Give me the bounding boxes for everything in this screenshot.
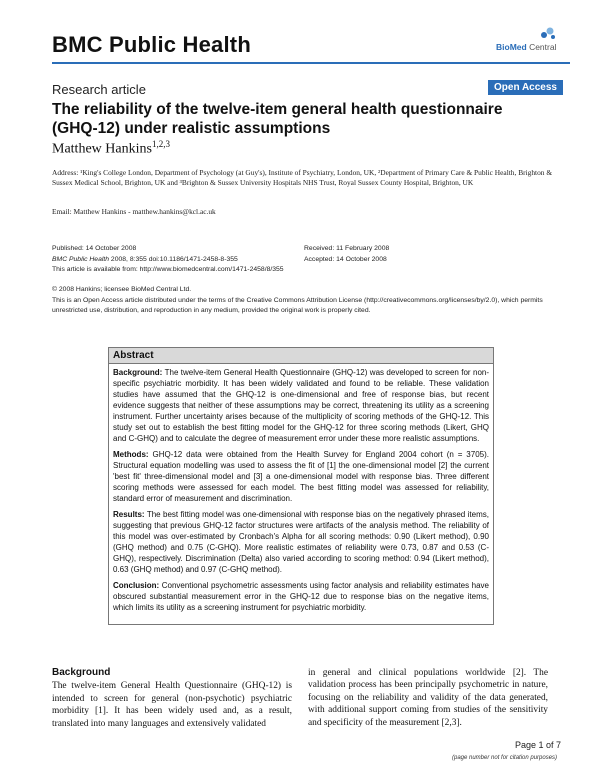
citation-journal: BMC Public Health bbox=[52, 255, 110, 263]
page-number-note: (page number not for citation purposes) bbox=[452, 755, 558, 761]
logo-central-text: Central bbox=[526, 42, 557, 52]
header-rule bbox=[52, 62, 570, 64]
biomed-logo-icon bbox=[540, 26, 556, 40]
abstract-heading: Abstract bbox=[109, 348, 493, 364]
article-title: The reliability of the twelve-item general health questionnaire (GHQ-12) under realistic assumptions bbox=[52, 101, 503, 137]
citation-details: 2008, 8:355 doi:10.1186/1471-2458-8-355 bbox=[109, 255, 238, 263]
body-column-right: in general and clinical populations worldwide [2]. The validation process has been principally psychometric in nature, focusing on the reliability and validity of the data generated, with additional support coming from studies of the sensitivity and specificity of the measurement [2,3]. bbox=[308, 668, 548, 728]
article-url[interactable]: This article is available from: http://www.biomedcentral.com/1471-2458/8/355 bbox=[52, 266, 284, 273]
license-text: This is an Open Access article distributed under the terms of the Creative Commons Attribution License (http://creativecommons.org/licenses/by/2.0), which permits unrestricted use, distribution, and reproduction in any medium, provided the original work is properly cited. bbox=[52, 296, 543, 314]
abstract-conclusion-label: Conclusion: bbox=[113, 581, 160, 590]
copyright-block bbox=[52, 285, 570, 317]
author-email[interactable]: Email: Matthew Hankins - matthew.hankins@kcl.ac.uk bbox=[52, 207, 216, 216]
body-text-left: The twelve-item General Health Questionnaire (GHQ-12) is intended to screen for general (non-psychotic) psychiatric morbidity [1]. It has been widely used and, as a result, translated into many languages and extensively validated bbox=[52, 681, 292, 729]
abstract-conclusion-text: Conventional psychometric assessments using factor analysis and reliability estimates have obscured substantial measurement error in the GHQ-12 due to response bias on the negative items, which limits its utility as a screening instrument for psychiatric morbidity. bbox=[113, 581, 489, 612]
abstract-box bbox=[108, 347, 494, 625]
section-heading-background: Background bbox=[52, 667, 111, 678]
citation-line bbox=[52, 255, 284, 266]
abstract-results-text: The best fitting model was one-dimensional with response bias on the negatively phrased items, suggesting that previous GHQ-12 factor structures were artifacts of the analysis method. The reliability of this model was over-estimated by Cronbach's Alpha for all scoring methods: 0.90 (Likert method), 0.90 (GHQ method) and 0.75 (C-GHQ). More realistic estimates of reliability were 0.73, 0.87 and 0.53 (C-GHQ), respectively. Discrimination (Delta) also varied according to scoring method: 0.94 (Likert method), 0.63 (GHQ method) and 0.97 (C-GHQ method). bbox=[113, 510, 489, 574]
abstract-body bbox=[109, 364, 493, 624]
article-type: Research article bbox=[52, 82, 146, 97]
abstract-background bbox=[113, 367, 489, 444]
body-column-left bbox=[52, 667, 292, 730]
publication-info bbox=[52, 244, 284, 276]
author-address: Address: ¹King's College London, Department of Psychology (at Guy's), Institute of Psychiatry, London, UK, ²Department of Primary Care & Public Health, Brighton & Sussex Medical School, Brighton, UK and ³Brighton & Sussex University Hospitals NHS Trust, Royal Sussex County Hospital, Brighton, UK bbox=[52, 168, 553, 187]
received-date: Received: 11 February 2008 bbox=[304, 245, 390, 252]
published-date: Published: 14 October 2008 bbox=[52, 245, 137, 252]
abstract-methods bbox=[113, 449, 489, 504]
author-line bbox=[52, 139, 170, 158]
abstract-conclusion bbox=[113, 580, 489, 613]
logo-biomed-text: BioMed bbox=[496, 42, 527, 52]
abstract-results-label: Results: bbox=[113, 510, 145, 519]
accepted-date: Accepted: 14 October 2008 bbox=[304, 255, 387, 263]
abstract-background-label: Background: bbox=[113, 368, 163, 377]
received-accepted bbox=[304, 244, 389, 265]
author-affiliations: 1,2,3 bbox=[151, 139, 170, 149]
abstract-methods-label: Methods: bbox=[113, 450, 149, 459]
abstract-methods-text: GHQ-12 data were obtained from the Health Survey for England 2004 cohort (n = 3705). Structural equation modelling was used to assess the fit of [1] the one-dimensional model [2] the current 'best fit' three-dimensional model and [3] a one-dimensional model with response bias. Three different scoring methods were assessed for each model. The best fitting model was assessed for reliability, standard error of measurement and discrimination. bbox=[113, 450, 489, 503]
journal-title: BMC Public Health bbox=[52, 32, 251, 57]
copyright-line: © 2008 Hankins; licensee BioMed Central Ltd. bbox=[52, 286, 192, 293]
open-access-badge: Open Access bbox=[488, 80, 563, 95]
abstract-background-text: The twelve-item General Health Questionnaire (GHQ-12) was developed to screen for non-specific psychiatric morbidity. It has been widely validated and found to be reliable. These validation studies have assumed that the GHQ-12 is one-dimensional and free of response bias, but recent evidence suggests that neither of these assumptions may be correct, threatening its utility as a screening instrument. Further uncertainty arises because of the multiplicity of scoring methods of the GHQ-12. This study set out to establish the best fitting model for the GHQ-12 for three scoring methods (Likert, GHQ and C-GHQ) and to calculate the degree of measurement error under these more realistic assumptions. bbox=[113, 368, 489, 443]
abstract-results bbox=[113, 509, 489, 575]
page-number: Page 1 of 7 bbox=[515, 740, 562, 750]
biomed-central-logo bbox=[496, 26, 568, 56]
author-name: Matthew Hankins bbox=[52, 141, 152, 157]
